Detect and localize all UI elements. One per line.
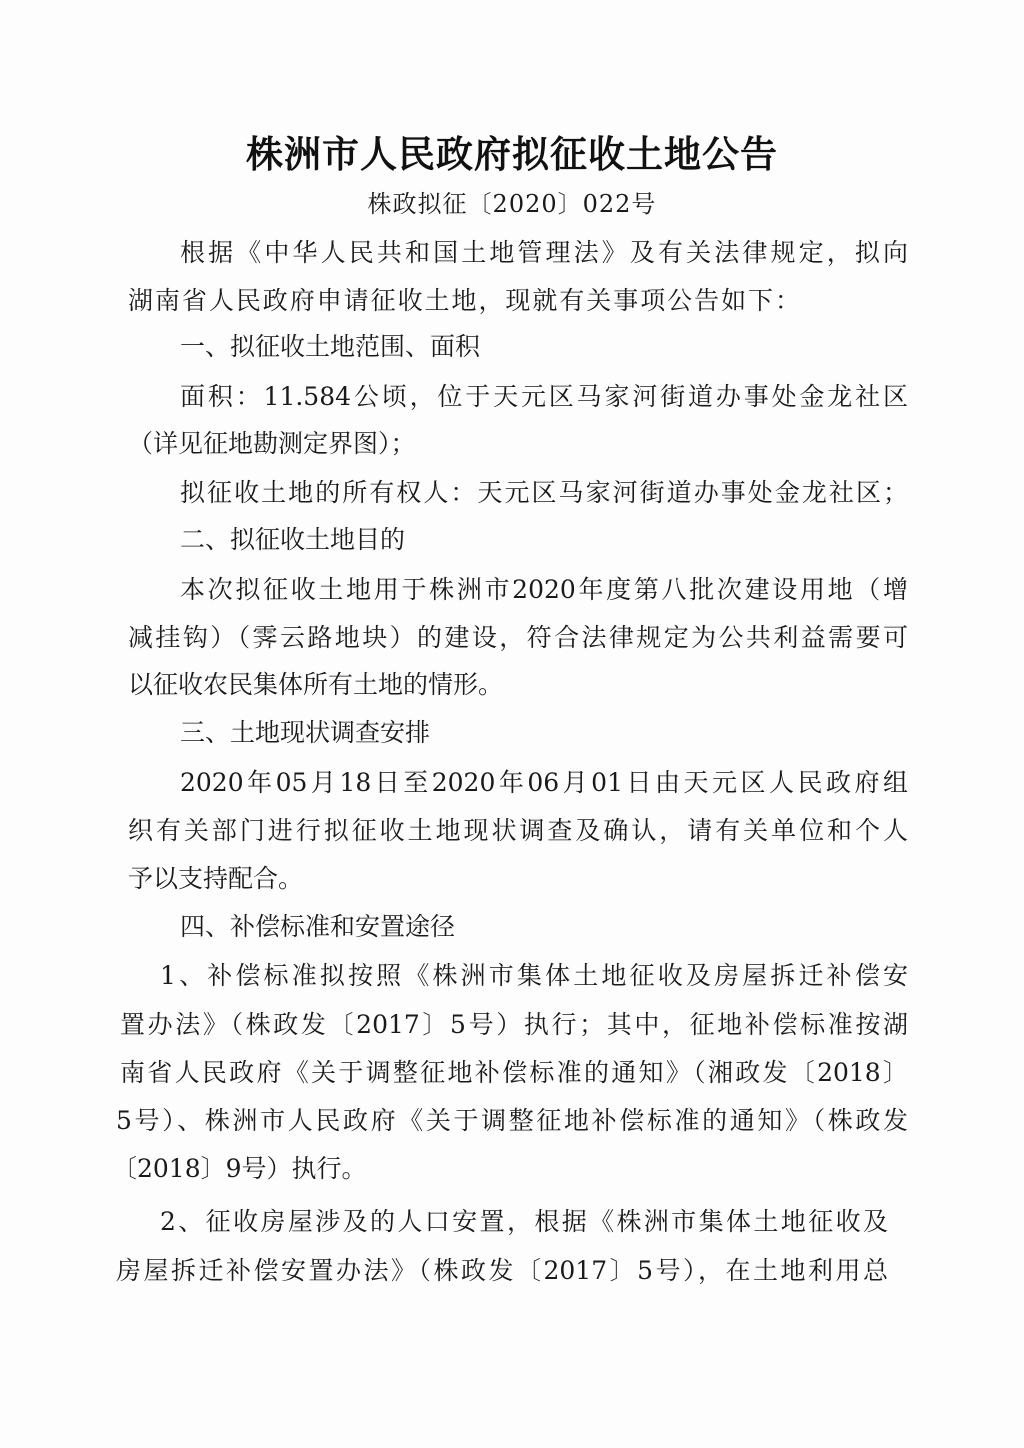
- body-line: 减挂钩）（霁云路地块）的建设，符合法律规定为公共利益需要可: [128, 623, 908, 652]
- body-line: 5号）、株洲市人民政府《关于调整征地补偿标准的通知》（株政发: [116, 1106, 908, 1135]
- section-heading: 四、补偿标准和安置途径: [180, 912, 456, 941]
- document-number: 株政拟征〔2020〕022号: [367, 190, 657, 218]
- body-line: 置办法》（株政发〔2017〕5号）执行；其中，征地补偿标准按湖: [120, 1010, 908, 1039]
- body-line: （详见征地勘测定界图）；: [128, 429, 416, 458]
- body-line: 房屋拆迁补偿安置办法》（株政发〔2017〕5号），在土地利用总: [116, 1256, 888, 1285]
- body-line: 湖南省人民政府申请征收土地，现就有关事项公告如下：: [128, 286, 800, 315]
- page-title: 株洲市人民政府拟征收土地公告: [246, 133, 778, 176]
- section-heading: 三、土地现状调查安排: [180, 718, 431, 747]
- section-heading: 一、拟征收土地范围、面积: [180, 332, 481, 361]
- body-line: 本次拟征收土地用于株洲市2020年度第八批次建设用地（增: [180, 575, 908, 604]
- body-line: 予以支持配合。: [128, 864, 304, 893]
- body-line: 〔2018〕9号）执行。: [112, 1154, 367, 1183]
- body-line: 南省人民政府《关于调整征地补偿标准的通知》（湘政发〔2018〕: [120, 1058, 908, 1087]
- section-heading: 二、拟征收土地目的: [180, 525, 406, 554]
- body-line: 织有关部门进行拟征收土地现状调查及确认，请有关单位和个人: [128, 816, 908, 845]
- body-line: 2020年05月18日至2020年06月01日由天元区人民政府组: [180, 768, 908, 797]
- body-line: 根据《中华人民共和国土地管理法》及有关法律规定，拟向: [180, 238, 908, 267]
- body-line: 1、补偿标准拟按照《株洲市集体土地征收及房屋拆迁补偿安: [160, 961, 908, 990]
- body-line: 以征收农民集体所有土地的情形。: [128, 670, 504, 699]
- body-line: 2、征收房屋涉及的人口安置，根据《株洲市集体土地征收及: [160, 1207, 888, 1236]
- body-line: 拟征收土地的所有权人：天元区马家河街道办事处金龙社区；: [180, 478, 908, 507]
- body-line: 面积：11.584公顷，位于天元区马家河街道办事处金龙社区: [180, 382, 908, 411]
